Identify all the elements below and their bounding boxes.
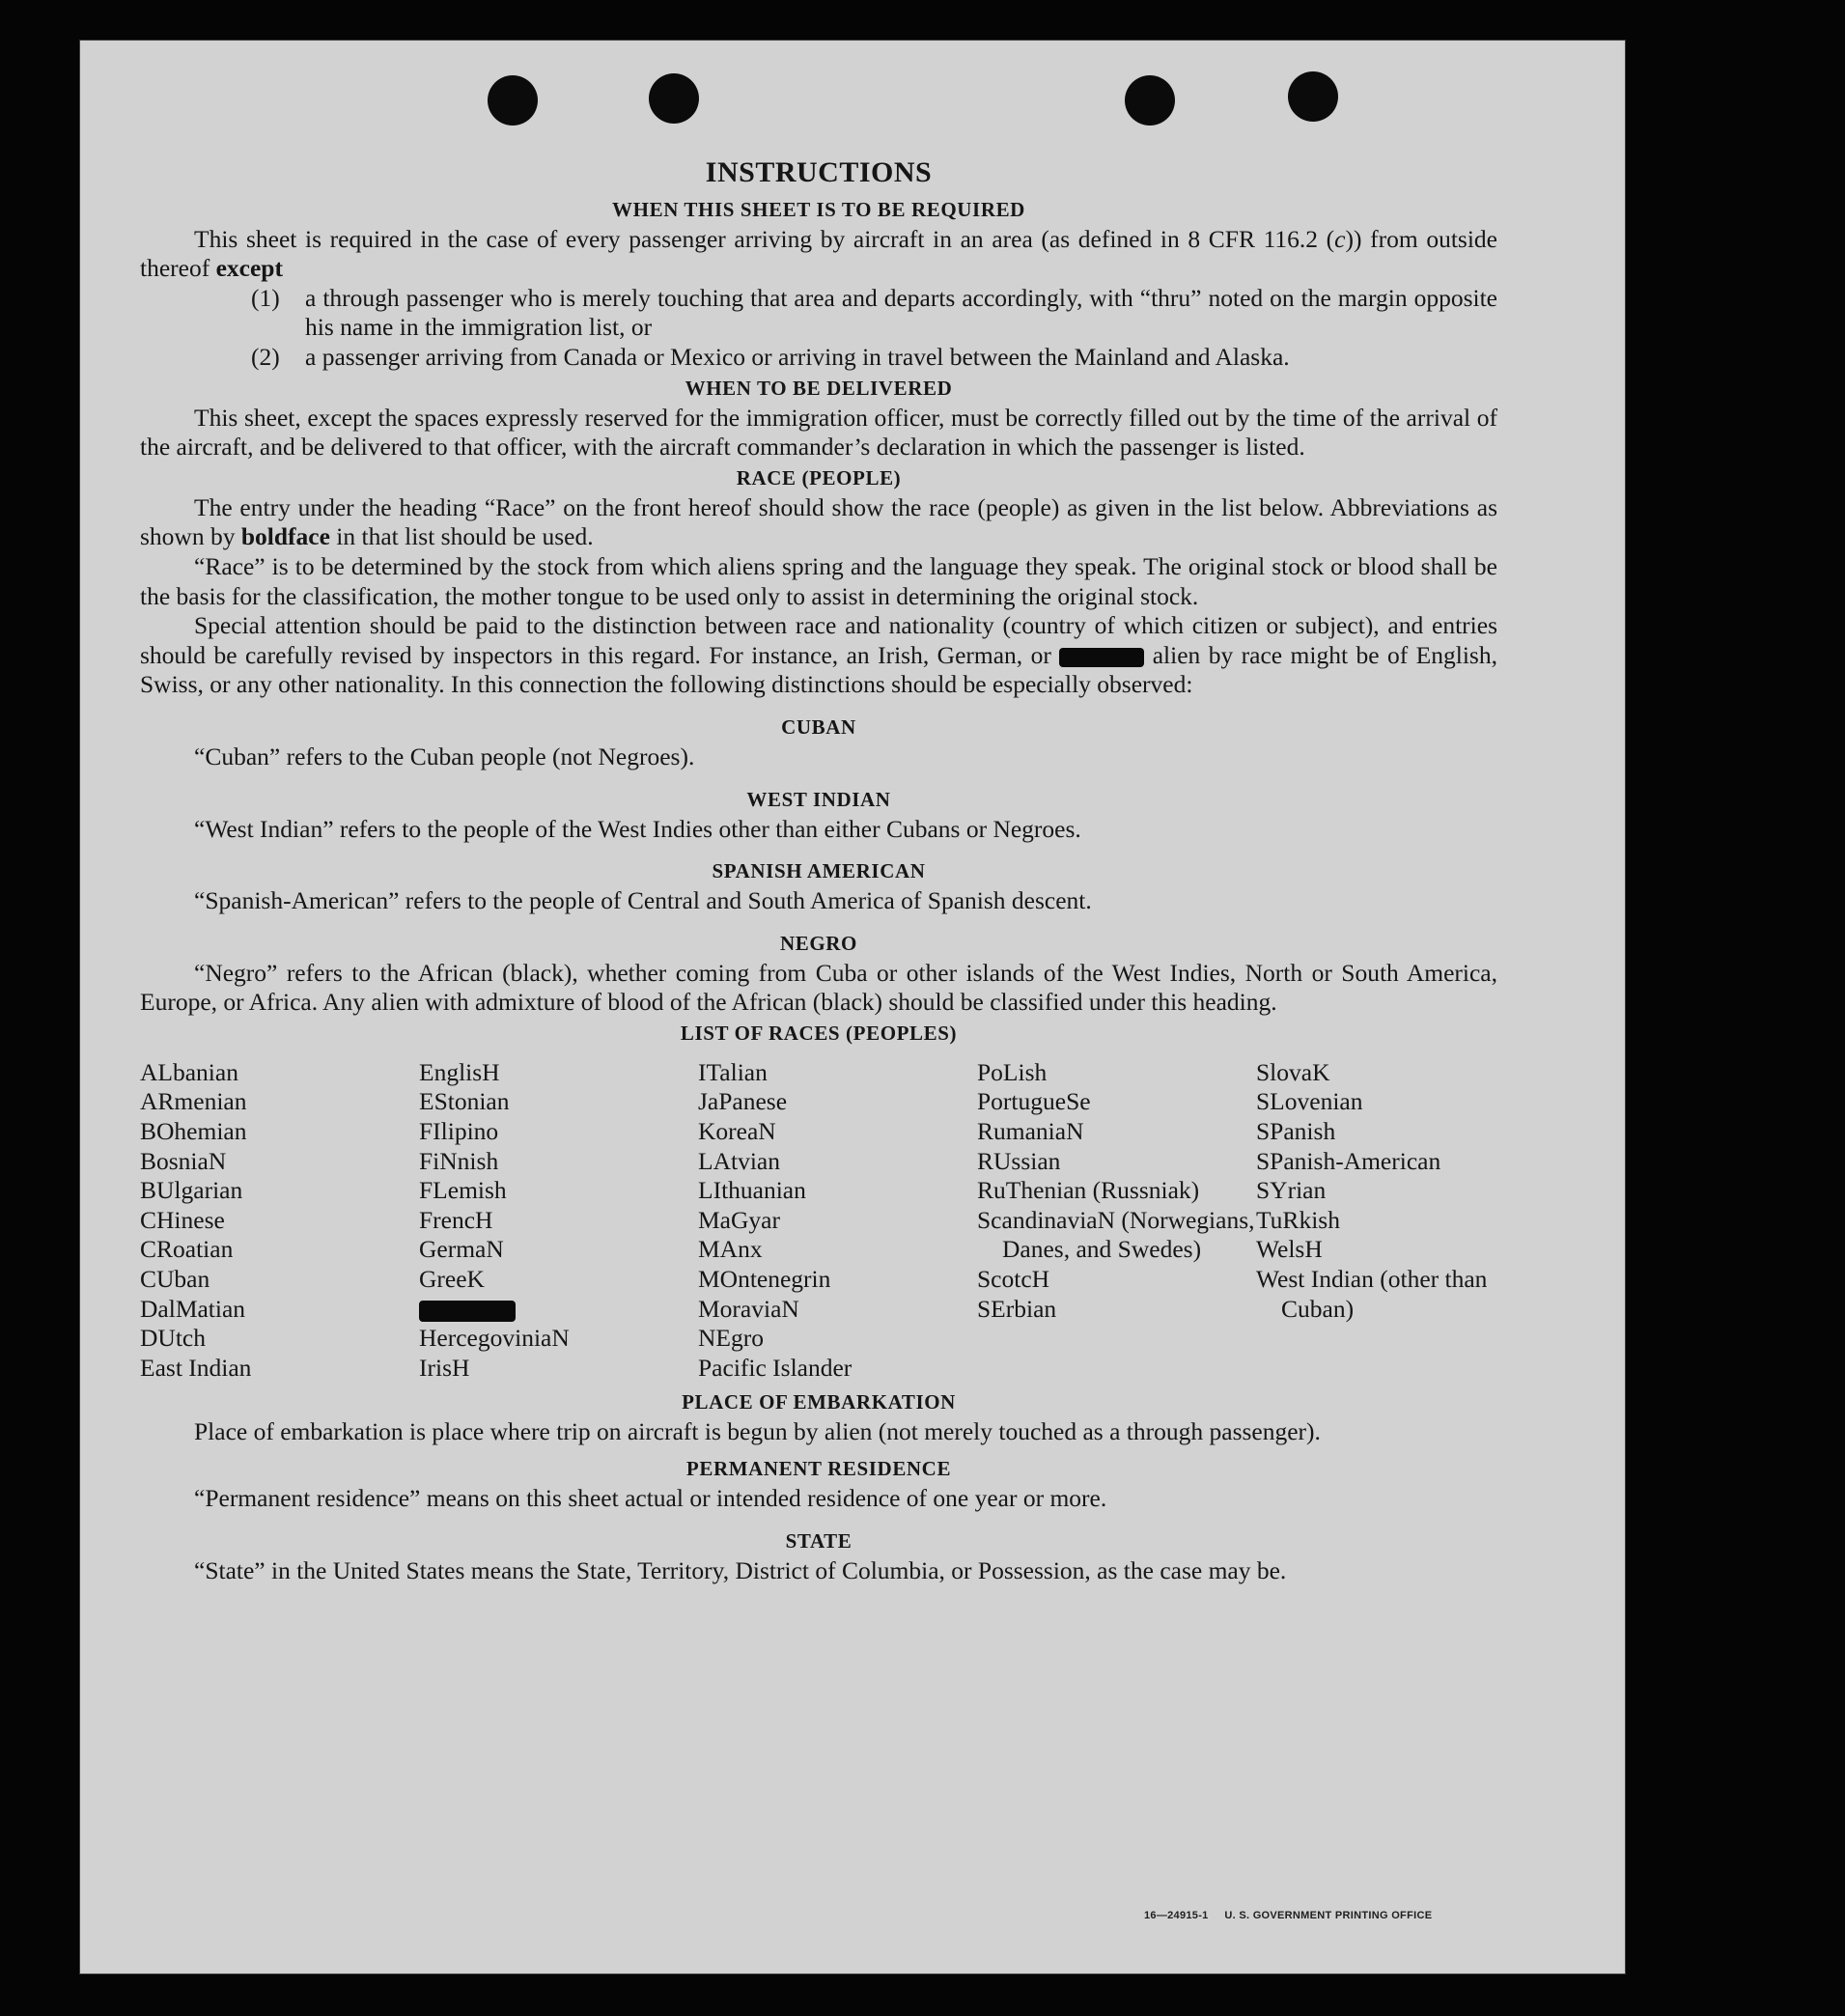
paragraph: “Race” is to be determined by the stock from which aliens spring and the language they speak. The original stock or blood shall be the basis for the classification, the mother tongue to be used only to assist in determining the original stock. <box>140 551 1497 610</box>
section-heading: RACE (PEOPLE) <box>736 465 902 490</box>
race-entry: MOntenegrin <box>698 1265 831 1294</box>
paragraph: Special attention should be paid to the distinction between race and nationality (country of which citizen or subject), and entries should be carefully revised by inspectors in this regard. For instance, an Irish, German, or alien by race might be of English, Swiss, or any other nationality. In this connection the following distinctions should be especially observed: <box>140 611 1497 699</box>
race-entry: ALbanian <box>140 1057 238 1086</box>
paragraph: “Spanish-American” refers to the people of Central and South America of Spanish descent. <box>194 886 1092 915</box>
race-entry: RuThenian (Russniak) <box>977 1176 1200 1205</box>
section-heading: WEST INDIAN <box>746 787 891 811</box>
race-entry: JaPanese <box>698 1087 788 1116</box>
race-entry: RUssian <box>977 1146 1061 1175</box>
races-column <box>698 1058 977 1384</box>
race-entry: MaGyar <box>698 1205 780 1234</box>
race-entry: WelsH <box>1256 1235 1323 1264</box>
section-heading: WHEN TO BE DELIVERED <box>685 376 953 400</box>
paragraph: “Permanent residence” means on this sheet actual or intended residence of one year or more. <box>194 1484 1107 1512</box>
race-entry: SPanish-American <box>1256 1146 1441 1175</box>
paragraph: This sheet is required in the case of every passenger arriving by aircraft in an area (as defined in 8 CFR 116.2 (c)) from outside thereof except <box>140 224 1497 283</box>
race-entry: BUlgarian <box>140 1176 243 1205</box>
race-entry: CHinese <box>140 1205 225 1234</box>
section-heading: NEGRO <box>779 931 857 955</box>
redaction-mark <box>419 1301 516 1322</box>
paragraph: “Cuban” refers to the Cuban people (not Negroes). <box>194 742 695 770</box>
race-entry: FiNnish <box>419 1146 499 1175</box>
redaction-mark <box>1059 648 1144 667</box>
race-entry: LIthuanian <box>698 1176 806 1205</box>
races-list <box>140 1058 1497 1384</box>
race-entry: ITalian <box>698 1057 768 1086</box>
section-heading: CUBAN <box>781 714 856 739</box>
races-column <box>1256 1058 1497 1384</box>
race-entry: Pacific Islander <box>698 1353 853 1382</box>
race-entry: LAtvian <box>698 1146 780 1175</box>
list-item: (2) a passenger arriving from Canada or Mexico or arriving in travel between the Mainland and Alaska. <box>251 342 1290 371</box>
section-heading: STATE <box>785 1528 853 1553</box>
document-sheet <box>80 41 1625 1974</box>
race-entry: BOhemian <box>140 1117 247 1146</box>
paragraph: “Negro” refers to the African (black), whether coming from Cuba or other islands of the West Indies, North or South America, Europe, or Africa. Any alien with admixture of blood of the African (black) should be classified under this heading. <box>140 958 1497 1017</box>
paragraph: This sheet, except the spaces expressly reserved for the immigration officer, must be correctly filled out by the time of the arrival of the aircraft, and be delivered to that officer, with the aircraft commander’s declaration in which the passenger is listed. <box>140 403 1497 462</box>
race-entry: NEgro <box>698 1324 764 1353</box>
punch-hole <box>649 73 699 124</box>
race-entry: GermaN <box>419 1235 504 1264</box>
section-heading: LIST OF RACES (PEOPLES) <box>680 1021 958 1045</box>
paragraph: The entry under the heading “Race” on the front hereof should show the race (people) as given in the list below. Abbreviations as shown by boldface in that list should be used. <box>140 492 1497 551</box>
race-entry: ScotcH <box>977 1265 1050 1294</box>
race-entry: EStonian <box>419 1087 510 1116</box>
race-entry-redacted <box>419 1295 698 1325</box>
section-heading: PERMANENT RESIDENCE <box>685 1457 952 1480</box>
punch-hole <box>488 75 538 126</box>
print-code: 16—24915-1 U. S. GOVERNMENT PRINTING OFFICE <box>1144 1910 1433 1921</box>
race-entry: SErbian <box>977 1294 1057 1323</box>
race-entry: DalMatian <box>140 1294 246 1323</box>
race-entry: SPanish <box>1256 1117 1336 1146</box>
race-entry: GreeK <box>419 1265 485 1294</box>
race-entry: FLemish <box>419 1176 507 1205</box>
paragraph: “West Indian” refers to the people of the West Indies other than either Cubans or Negroes. <box>194 814 1081 843</box>
punch-hole <box>1125 75 1175 126</box>
race-entry: EnglisH <box>419 1057 500 1086</box>
section-heading: PLACE OF EMBARKATION <box>682 1390 956 1414</box>
list-item: (1) a through passenger who is merely touching that area and departs accordingly, with “thru” noted on the margin opposite his name in the immigration list, or <box>251 283 1497 342</box>
race-entry: PoLish <box>977 1057 1048 1086</box>
race-entry: CRoatian <box>140 1235 234 1264</box>
race-entry: BosniaN <box>140 1146 227 1175</box>
race-entry: SYrian <box>1256 1176 1327 1205</box>
races-column <box>977 1058 1256 1384</box>
race-entry: HercegoviniaN <box>419 1324 570 1353</box>
race-entry: FrencH <box>419 1205 493 1234</box>
race-entry: KoreaN <box>698 1117 776 1146</box>
race-entry: DUtch <box>140 1324 206 1353</box>
race-entry: CUban <box>140 1265 210 1294</box>
section-heading: SPANISH AMERICAN <box>712 859 926 883</box>
race-entry: MAnx <box>698 1235 763 1264</box>
race-entry: IrisH <box>419 1353 470 1382</box>
paragraph: “State” in the United States means the State, Territory, District of Columbia, or Possession, as the case may be. <box>194 1555 1287 1584</box>
page-title: INSTRUCTIONS <box>705 156 933 188</box>
race-entry: SlovaK <box>1256 1057 1330 1086</box>
race-entry: ARmenian <box>140 1087 247 1116</box>
race-entry: RumaniaN <box>977 1117 1084 1146</box>
race-entry: East Indian <box>140 1353 252 1382</box>
race-entry: FIlipino <box>419 1117 499 1146</box>
race-entry: PortugueSe <box>977 1087 1091 1116</box>
race-entry: West Indian (other than Cuban) <box>1256 1265 1488 1323</box>
race-entry: SLovenian <box>1256 1087 1363 1116</box>
race-entry: TuRkish <box>1256 1205 1340 1234</box>
instructions-body <box>140 158 1497 1585</box>
race-entry: MoraviaN <box>698 1294 799 1323</box>
races-column <box>140 1058 419 1384</box>
section-heading: WHEN THIS SHEET IS TO BE REQUIRED <box>612 197 1025 221</box>
paragraph: Place of embarkation is place where trip on aircraft is begun by alien (not merely touched as a through passenger). <box>194 1417 1321 1446</box>
punch-hole <box>1288 71 1338 122</box>
race-entry: ScandinaviaN (Norwegians, Danes, and Swedes) <box>977 1205 1255 1264</box>
races-column <box>419 1058 698 1384</box>
